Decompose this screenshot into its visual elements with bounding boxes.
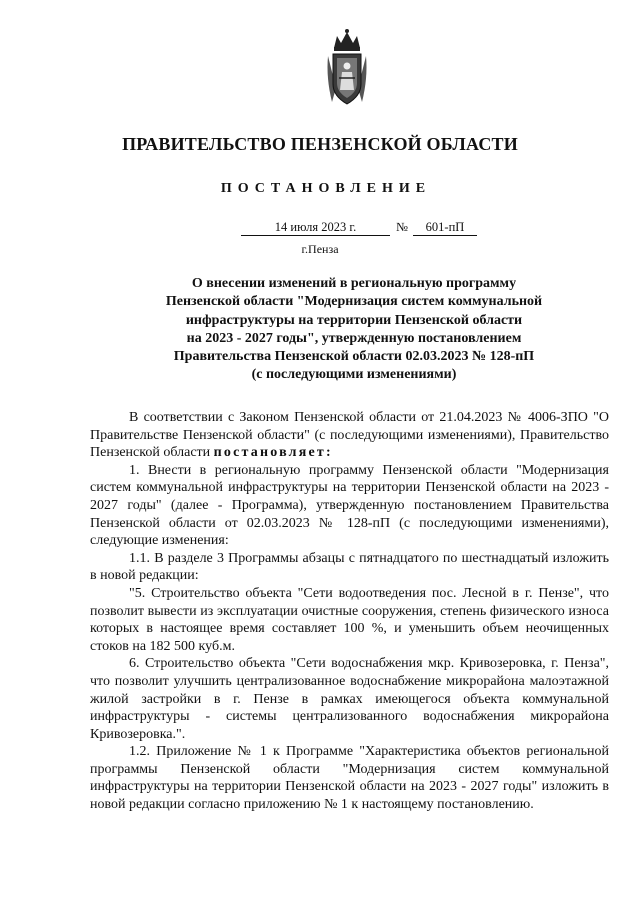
body-paragraph-preamble: [90, 409, 609, 462]
subject-line: инфраструктуры на территории Пензенской области: [185, 312, 523, 328]
document-type: ПОСТАНОВЛЕНИЕ: [220, 181, 432, 196]
body-paragraph-1-1: 1.1. В разделе 3 Программы абзацы с пятнадцатого по шестнадцатый изложить в новой редакции:: [90, 550, 609, 584]
body-paragraph-item-5: "5. Строительство объекта "Сети водоотведения пос. Лесной в г. Пензе", что позволит вывести из эксплуатации очистные сооружения, степень физического износа которых в настоящее время составляет 100 %, и уменьшить объем неочищенных стоков на 182 500 куб.м.: [90, 585, 609, 654]
number-sign: №: [396, 220, 408, 234]
body-paragraph-1: 1. Внести в региональную программу Пензенской области "Модернизация систем коммунальной инфраструктуры на территории Пензенской области на 2023 - 2027 годы" (далее - Программа), утвержденную постановлением Правительства Пензенской области от 02.03.2023 № 128-пП (с последующими изменениями), следующие изменения:: [90, 462, 609, 549]
body-paragraph-item-6: 6. Строительство объекта "Сети водоснабжения мкр. Кривозеровка, г. Пенза", что позволит улучшить централизованное водоснабжение микрорайона малоэтажной жилой застройки в г. Пензе в рамках имеющегося объекта коммунальной инфраструктуры - системы централизованного водоснабжения микрорайона Кривозеровка.".: [90, 656, 609, 742]
government-title: ПРАВИТЕЛЬСТВО ПЕНЗЕНСКОЙ ОБЛАСТИ: [122, 134, 518, 154]
document-city: г.Пенза: [301, 242, 339, 256]
decree-keyword: постановляет:: [213, 445, 333, 461]
subject-line: (с последующими изменениями): [251, 367, 457, 383]
document-number: 601-пП: [413, 220, 477, 236]
body-paragraph-1-2: 1.2. Приложение № 1 к Программе "Характеристика объектов региональной программы Пензенской области "Модернизация систем коммунальной инфраструктуры на территории Пензенской области на 2023 - 2027 годы" изложить в новой редакции согласно приложению № 1 к настоящему постановлению.: [90, 744, 609, 813]
coat-of-arms-penza-icon: [324, 28, 370, 108]
document-body: [90, 409, 609, 814]
document-subject: [100, 275, 608, 385]
subject-line: Правительства Пензенской области 02.03.2023 № 128-пП: [173, 349, 535, 365]
subject-line: О внесении изменений в региональную программу: [191, 276, 517, 291]
subject-line: Пензенской области "Модернизация систем коммунальной: [165, 294, 543, 310]
document-date: 14 июля 2023 г.: [241, 220, 390, 236]
subject-line: на 2023 - 2027 годы", утвержденную постановлением: [186, 330, 522, 346]
preamble-text: В соответствии с Законом Пензенской области от 21.04.2023 № 4006-ЗПО "О Правительстве Пензенской области" (с последующими изменениями), Правительство Пензенской области: [90, 410, 609, 461]
